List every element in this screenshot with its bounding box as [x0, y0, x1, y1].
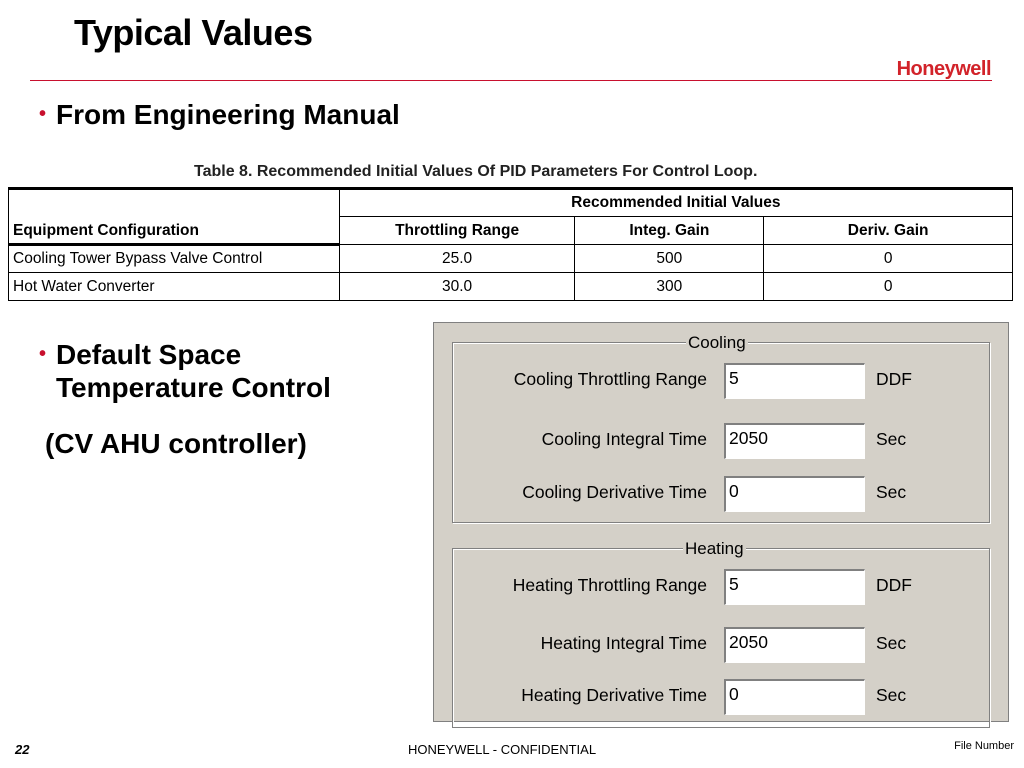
heating-derivative-time-input[interactable]: 0: [724, 679, 865, 715]
heating-group-legend: Heating: [685, 539, 744, 558]
cooling-group-legend: Cooling: [688, 333, 746, 352]
title-divider: [30, 80, 992, 81]
honeywell-logo: Honeywell: [896, 58, 991, 80]
bullet-dot-icon: •: [39, 343, 47, 365]
cooling-integral-time-row: [453, 423, 991, 459]
heating-integral-time-label: Heating Integral Time: [540, 633, 707, 653]
table-column-header: Integ. Gain: [575, 217, 764, 245]
heating-integral-time-row: [453, 627, 991, 663]
table-cell: 500: [575, 245, 764, 273]
bullet-dot-icon: •: [39, 103, 47, 125]
slide-title: Typical Values: [74, 12, 313, 53]
heating-integral-time-unit: Sec: [876, 633, 907, 653]
table-column-header: Equipment Configuration: [9, 217, 340, 245]
heating-groupbox: [452, 539, 990, 728]
bullet-text: From Engineering Manual: [56, 99, 400, 130]
cooling-integral-time-label: Cooling Integral Time: [541, 429, 707, 449]
table-cell: Cooling Tower Bypass Valve Control: [9, 245, 340, 273]
table-cell: 0: [764, 273, 1013, 301]
cooling-derivative-time-input[interactable]: 0: [724, 476, 865, 512]
heating-throttling-range-unit: DDF: [876, 575, 912, 595]
cooling-derivative-time-unit: Sec: [876, 482, 907, 502]
heating-derivative-time-row: [453, 679, 991, 715]
page-number: 22: [15, 742, 30, 757]
table-cell: Hot Water Converter: [9, 273, 340, 301]
file-number: File Number: [954, 740, 1014, 752]
cooling-integral-time-input[interactable]: 2050: [724, 423, 865, 459]
cooling-derivative-time-row: [453, 476, 991, 512]
heating-integral-time-input[interactable]: 2050: [724, 627, 865, 663]
heating-derivative-time-label: Heating Derivative Time: [521, 685, 707, 705]
table-caption: Table 8. Recommended Initial Values Of PID Parameters For Control Loop.: [194, 163, 758, 180]
pid-parameters-table: [8, 187, 1013, 301]
heating-throttling-range-label: Heating Throttling Range: [512, 575, 707, 595]
table-column-header: Throttling Range: [339, 217, 575, 245]
controller-note: (CV AHU controller): [45, 428, 307, 459]
cooling-groupbox: [452, 333, 990, 523]
confidential-notice: HONEYWELL - CONFIDENTIAL: [408, 742, 597, 757]
cooling-throttling-range-row: [453, 363, 991, 399]
table-cell: 300: [575, 273, 764, 301]
heating-derivative-time-unit: Sec: [876, 685, 907, 705]
bullet-engineering-manual: [39, 98, 400, 131]
cooling-derivative-time-label: Cooling Derivative Time: [522, 482, 707, 502]
heating-throttling-range-row: [453, 569, 991, 605]
cooling-throttling-range-label: Cooling Throttling Range: [513, 369, 707, 389]
table-cell: 30.0: [339, 273, 575, 301]
table-row: [9, 245, 1013, 273]
table-group-header: Recommended Initial Values: [339, 189, 1012, 217]
heating-throttling-range-input[interactable]: 5: [724, 569, 865, 605]
table-header-row: [9, 217, 1013, 245]
table-cell: 0: [764, 245, 1013, 273]
table-column-header: Deriv. Gain: [764, 217, 1013, 245]
cooling-integral-time-unit: Sec: [876, 429, 907, 449]
table-header-row: [9, 189, 1013, 217]
bullet-default-space-temp: [39, 338, 416, 404]
table-header-empty-cell: [9, 189, 340, 217]
cooling-throttling-range-unit: DDF: [876, 369, 912, 389]
cooling-throttling-range-input[interactable]: 5: [724, 363, 865, 399]
table-cell: 25.0: [339, 245, 575, 273]
bullet-text: Default Space Temperature Control: [56, 339, 331, 403]
pid-settings-dialog: [433, 322, 1009, 722]
table-row: [9, 273, 1013, 301]
